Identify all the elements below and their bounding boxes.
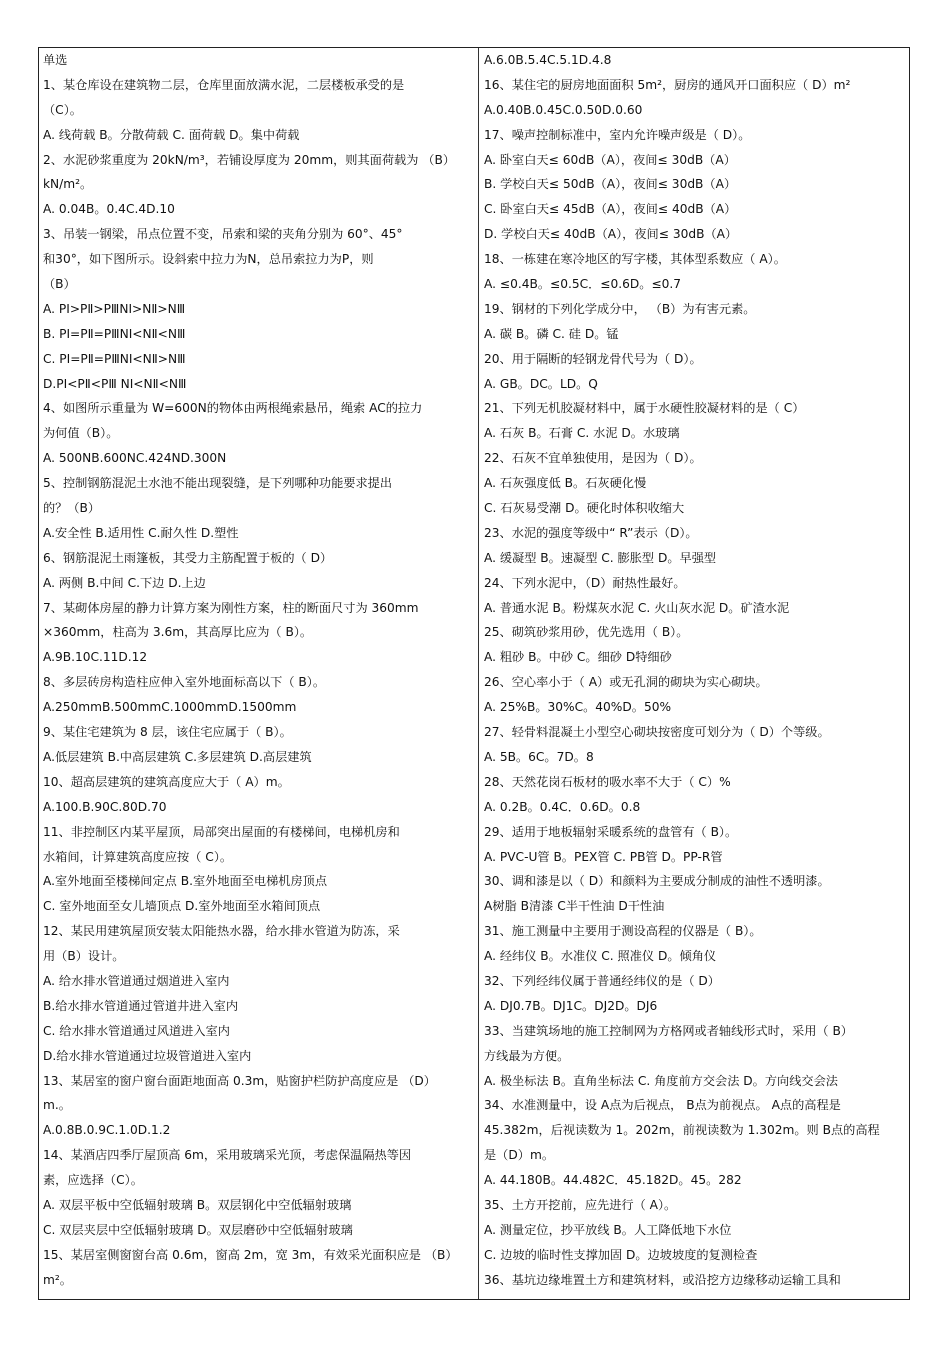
text-line: B. PⅠ=PⅡ=PⅢNⅠ<NⅡ<NⅢ	[43, 326, 186, 341]
text-line: 16、某住宅的厨房地面面积 5m²，厨房的通风开口面积应（ D）m²	[484, 77, 851, 92]
text-line: A. 缓凝型 B。速凝型 C. 膨胀型 D。早强型	[484, 550, 717, 565]
text-line: 17、噪声控制标准中，室内允许噪声级是（ D）。	[484, 127, 751, 142]
text-line: A. 44.180B。44.482C．45.182D。45。282	[484, 1173, 742, 1188]
text-line: A. 普通水泥 B。粉煤灰水泥 C. 火山灰水泥 D。矿渣水泥	[484, 600, 790, 615]
text-line: A.6.0B.5.4C.5.1D.4.8	[484, 53, 612, 67]
text-line: A. 碳 B。磷 C. 硅 D。锰	[484, 326, 619, 341]
text-line: A. ≤0.4B。≤0.5C．≤0.6D。≤0.7	[484, 277, 682, 292]
text-line: A.100.B.90C.80D.70	[43, 799, 167, 814]
text-line: A. DJ0.7B。DJ1C。DJ2D。DJ6	[484, 998, 658, 1013]
text-line: 20、用于隔断的轻钢龙骨代号为（ D）。	[484, 351, 702, 366]
text-line: 22、石灰不宜单独使用，是因为（ D）。	[484, 451, 702, 466]
text-line: D.PⅠ<PⅡ<PⅢ NⅠ<NⅡ<NⅢ	[43, 376, 187, 391]
text-line: 34、水准测量中，设 A点为后视点， B点为前视点。 A点的高程是	[484, 1098, 841, 1113]
text-line: m.。	[43, 1098, 71, 1113]
text-line: 13、某居室的窗户窗台面距地面高 0.3m，贴窗护栏防护高度应是 （D）	[43, 1073, 436, 1088]
text-line: 36、基坑边缘堆置土方和建筑材料，或沿挖方边缘移动运输工具和	[484, 1272, 841, 1287]
text-line: A. GB。DC。LD。Q	[484, 376, 598, 391]
text-line: 31、施工测量中主要用于测设高程的仪器是（ B）。	[484, 924, 762, 939]
text-line: 和30°，如下图所示。设斜索中拉力为N，总吊索拉力为P，则	[43, 252, 374, 267]
text-line: 45.382m，后视读数为 1。202m，前视读数为 1.302m。则 B点的高程	[484, 1123, 880, 1138]
text-line: 10、超高层建筑的建筑高度应大于（ A）m。	[43, 774, 290, 789]
text-line: D.给水排水管道通过垃圾管道进入室内	[43, 1048, 252, 1063]
text-line: 素，应选择（C）。	[43, 1173, 143, 1188]
text-line: A. 0.04B。0.4C.4D.10	[43, 202, 175, 217]
text-line: D. 学校白天≤ 40dB（A），夜间≤ 30dB（A）	[484, 227, 738, 242]
text-line: 1、某仓库设在建筑物二层，仓库里面放满水泥，二层楼板承受的是	[43, 77, 405, 92]
text-line: B.给水排水管道通过管道井进入室内	[43, 998, 239, 1013]
text-line: C. 石灰易受潮 D。硬化时体积收缩大	[484, 501, 685, 516]
question-sheet	[38, 47, 910, 1300]
text-line: A. 石灰强度低 B。石灰硬化慢	[484, 476, 647, 491]
text-line: 12、某民用建筑屋顶安装太阳能热水器，给水排水管道为防冻，采	[43, 924, 400, 939]
text-line: A. 0.2B。0.4C．0.6D。0.8	[484, 799, 641, 814]
text-line: 6、钢筋混泥土雨篷板，其受力主筋配置于板的（ D）	[43, 550, 333, 565]
text-line: 14、某酒店四季厅屋顶高 6m，采用玻璃采光顶，考虑保温隔热等因	[43, 1148, 412, 1163]
text-line: A. 石灰 B。石膏 C. 水泥 D。水玻璃	[484, 426, 680, 441]
text-line: 3、吊装一钢梁，吊点位置不变，吊索和梁的夹角分别为 60°、45°	[43, 227, 403, 242]
text-line: C. 双层夹层中空低辐射玻璃 D。双层磨砂中空低辐射玻璃	[43, 1222, 353, 1237]
text-line: A. 双层平板中空低辐射玻璃 B。双层钢化中空低辐射玻璃	[43, 1197, 352, 1212]
text-line: 的？（B）	[43, 501, 101, 516]
text-line: A.250mmB.500mmC.1000mmD.1500mm	[43, 700, 297, 715]
text-line: m²。	[43, 1272, 72, 1287]
text-line: C. 给水排水管道通过风道进入室内	[43, 1023, 230, 1038]
text-line: （C）。	[43, 102, 82, 117]
text-line: 方线最为方便。	[484, 1048, 570, 1063]
text-line: 单选	[43, 53, 68, 67]
text-line: 32、下列经纬仪属于普通经纬仪的是（ D）	[484, 973, 720, 988]
text-line: （B）	[43, 277, 76, 292]
text-line: A. 测量定位，抄平放线 B。人工降低地下水位	[484, 1222, 732, 1237]
text-line: 35、土方开挖前，应先进行（ A）。	[484, 1197, 677, 1212]
text-line: 为何值（B）。	[43, 426, 119, 441]
text-line: A. 25%B。30%C。40%D。50%	[484, 700, 672, 715]
column-divider	[478, 48, 479, 1299]
text-line: 7、某砌体房屋的静力计算方案为刚性方案，柱的断面尺寸为 360mm	[43, 600, 419, 615]
text-line: 用（B）设计。	[43, 949, 125, 964]
text-line: 26、空心率小于（ A）或无孔洞的砌块为实心砌块。	[484, 675, 768, 690]
text-line: A. PVC-U管 B。PEX管 C. PB管 D。PP-R管	[484, 849, 723, 864]
text-line: A. 极坐标法 B。直角坐标法 C. 角度前方交会法 D。方向线交会法	[484, 1073, 838, 1088]
text-line: ×360mm，柱高为 3.6m，其高厚比应为（ B）。	[43, 625, 313, 640]
text-line: 21、下列无机胶凝材料中，属于水硬性胶凝材料的是（ C）	[484, 401, 805, 416]
text-line: kN/m²。	[43, 177, 93, 192]
text-line: 11、非控制区内某平屋顶，局部突出屋面的有楼梯间，电梯机房和	[43, 824, 400, 839]
text-line: 24、下列水泥中，（D）耐热性最好。	[484, 575, 686, 590]
text-line: A. PⅠ>PⅡ>PⅢNⅠ>NⅡ>NⅢ	[43, 301, 186, 316]
text-line: 2、水泥砂浆重度为 20kN/m³，若铺设厚度为 20mm，则其面荷载为 （B）	[43, 152, 456, 167]
text-line: A. 卧室白天≤ 60dB（A），夜间≤ 30dB（A）	[484, 152, 736, 167]
text-line: 27、轻骨料混凝土小型空心砌块按密度可划分为（ D）个等级。	[484, 725, 830, 740]
text-line: 18、一栋建在寒冷地区的写字楼，其体型系数应（ A）。	[484, 252, 786, 267]
text-line: A. 给水排水管道通过烟道进入室内	[43, 973, 230, 988]
text-line: 29、适用于地板辐射采暖系统的盘管有（ B）。	[484, 824, 738, 839]
text-line: 水箱间，计算建筑高度应按（ C）。	[43, 849, 233, 864]
text-line: A. 5B。6C。7D。8	[484, 749, 594, 764]
text-line: C. PⅠ=PⅡ=PⅢNⅠ<NⅡ>NⅢ	[43, 351, 186, 366]
text-line: 30、调和漆是以（ D）和颜料为主要成分制成的油性不透明漆。	[484, 874, 830, 889]
text-line: C. 室外地面至女儿墙顶点 D.室外地面至水箱间顶点	[43, 899, 321, 914]
text-line: 4、如图所示重量为 W=600N的物体由两根绳索悬吊，绳索 AC的拉力	[43, 401, 423, 416]
right-column	[484, 48, 906, 1293]
text-line: 25、砌筑砂浆用砂，优先选用（ B）。	[484, 625, 689, 640]
text-line: B. 学校白天≤ 50dB（A），夜间≤ 30dB（A）	[484, 177, 737, 192]
text-line: A. 经纬仪 B。水准仪 C. 照准仪 D。倾角仪	[484, 949, 717, 964]
text-line: 19、钢材的下列化学成分中， （B）为有害元素。	[484, 301, 756, 316]
text-line: A.9B.10C.11D.12	[43, 650, 148, 665]
text-line: 9、某住宅建筑为 8 层，该住宅应属于（ B）。	[43, 725, 292, 740]
text-line: 5、控制钢筋混泥土水池不能出现裂缝，是下列哪种功能要求提出	[43, 476, 393, 491]
text-line: 是（D）m。	[484, 1148, 555, 1163]
text-line: 23、水泥的强度等级中“ R”表示（D）。	[484, 525, 698, 540]
text-line: C. 卧室白天≤ 45dB（A），夜间≤ 40dB（A）	[484, 202, 737, 217]
text-line: A. 两侧 B.中间 C.下边 D.上边	[43, 575, 206, 590]
text-line: A.0.40B.0.45C.0.50D.0.60	[484, 102, 643, 117]
left-column	[43, 48, 474, 1293]
text-line: C. 边坡的临时性支撑加固 D。边坡坡度的复测检查	[484, 1247, 758, 1262]
text-line: A. 粗砂 B。中砂 C。细砂 D特细砂	[484, 650, 672, 665]
text-line: A树脂 B清漆 C半干性油 D干性油	[484, 899, 665, 914]
text-line: A.安全性 B.适用性 C.耐久性 D.塑性	[43, 525, 239, 540]
text-line: A.低层建筑 B.中高层建筑 C.多层建筑 D.高层建筑	[43, 749, 312, 764]
text-line: 8、多层砖房构造柱应伸入室外地面标高以下（ B）。	[43, 675, 326, 690]
text-line: A. 500NB.600NC.424ND.300N	[43, 451, 227, 466]
text-line: A.0.8B.0.9C.1.0D.1.2	[43, 1123, 171, 1138]
text-line: 33、当建筑场地的施工控制网为方格网或者轴线形式时，采用（ B）	[484, 1023, 853, 1038]
text-line: 15、某居室侧窗窗台高 0.6m，窗高 2m，宽 3m，有效采光面积应是 （B）	[43, 1247, 458, 1262]
text-line: A. 线荷载 B。分散荷载 C. 面荷载 D。集中荷载	[43, 127, 300, 142]
text-line: 28、天然花岗石板材的吸水率不大于（ C）%	[484, 774, 731, 789]
text-line: A.室外地面至楼梯间定点 B.室外地面至电梯机房顶点	[43, 874, 328, 889]
